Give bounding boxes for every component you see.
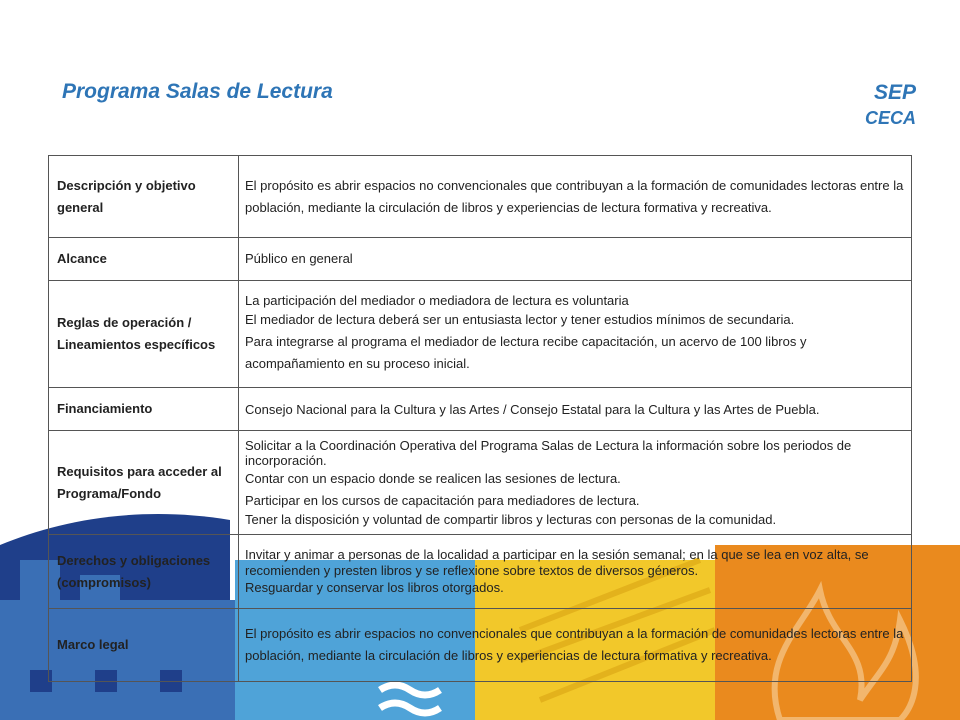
row-label: Financiamiento xyxy=(49,388,239,431)
description-line: El propósito es abrir espacios no convencionales que contribuyan a la formación de comunidades lectoras entre la población, mediante la circulación de libros y experiencias de lectura formativa y recreativa. xyxy=(245,177,904,215)
row-label: Requisitos para acceder al Programa/Fondo xyxy=(49,431,239,535)
description-line: Para integrarse al programa el mediador de lectura recibe capacitación, un acervo de 100 libros y acompañamiento en su proceso inicial. xyxy=(245,334,807,371)
description-line: El propósito es abrir espacios no convencionales que contribuyan a la formación de comunidades lectoras entre la población, mediante la circulación de libros y experiencias de lectura formativa y recreativa. xyxy=(245,626,904,663)
description-line: Contar con un espacio donde se realicen las sesiones de lectura. xyxy=(245,470,621,486)
row-label: Descripción y objetivo general xyxy=(49,156,239,238)
table-row xyxy=(49,431,912,535)
table-row xyxy=(49,388,912,431)
brand-sep: SEP xyxy=(873,81,916,104)
row-label: Derechos y obligaciones (compromisos) xyxy=(49,535,239,609)
row-description xyxy=(239,431,912,535)
row-description xyxy=(239,535,912,609)
description-line: Tener la disposición y voluntad de compartir libros y lecturas con personas de la comunidad. xyxy=(245,511,777,527)
description-line: Resguardar y conservar los libros otorgados. xyxy=(245,579,504,595)
description-line: El mediador de lectura deberá ser un entusiasta lector y tener estudios mínimos de secundaria. xyxy=(245,312,795,327)
program-info-table xyxy=(48,155,912,682)
table-row xyxy=(49,535,912,609)
description-line: Participar en los cursos de capacitación para mediadores de lectura. xyxy=(245,492,640,508)
description-line: Invitar y animar a personas de la localidad a participar en la sesión semanal; en la que se lea en voz alta, se recomienden y presten libros y se reflexione sobre textos de diversos géneros. xyxy=(245,546,869,578)
row-label: Marco legal xyxy=(49,609,239,682)
row-description xyxy=(239,156,912,238)
table-row xyxy=(49,609,912,682)
description-line: Solicitar a la Coordinación Operativa del Programa Salas de Lectura la información sobre los periodos de incorporación. xyxy=(245,437,852,468)
table-row xyxy=(49,156,912,238)
brand-ceca: CECA xyxy=(864,108,916,128)
brand-block xyxy=(865,80,916,130)
description-line: Consejo Nacional para la Cultura y las Artes / Consejo Estatal para la Cultura y las Artes de Puebla. xyxy=(245,401,820,417)
row-description xyxy=(239,238,912,281)
page-title: Programa Salas de Lectura xyxy=(62,80,333,103)
row-description xyxy=(239,609,912,682)
description-line: La participación del mediador o mediadora de lectura es voluntaria xyxy=(245,293,629,308)
table-row xyxy=(49,238,912,281)
row-description xyxy=(239,281,912,388)
row-label: Alcance xyxy=(49,238,239,281)
description-line: Público en general xyxy=(245,251,353,266)
table-row xyxy=(49,281,912,388)
row-description xyxy=(239,388,912,431)
row-label: Reglas de operación / Lineamientos específicos xyxy=(49,281,239,388)
